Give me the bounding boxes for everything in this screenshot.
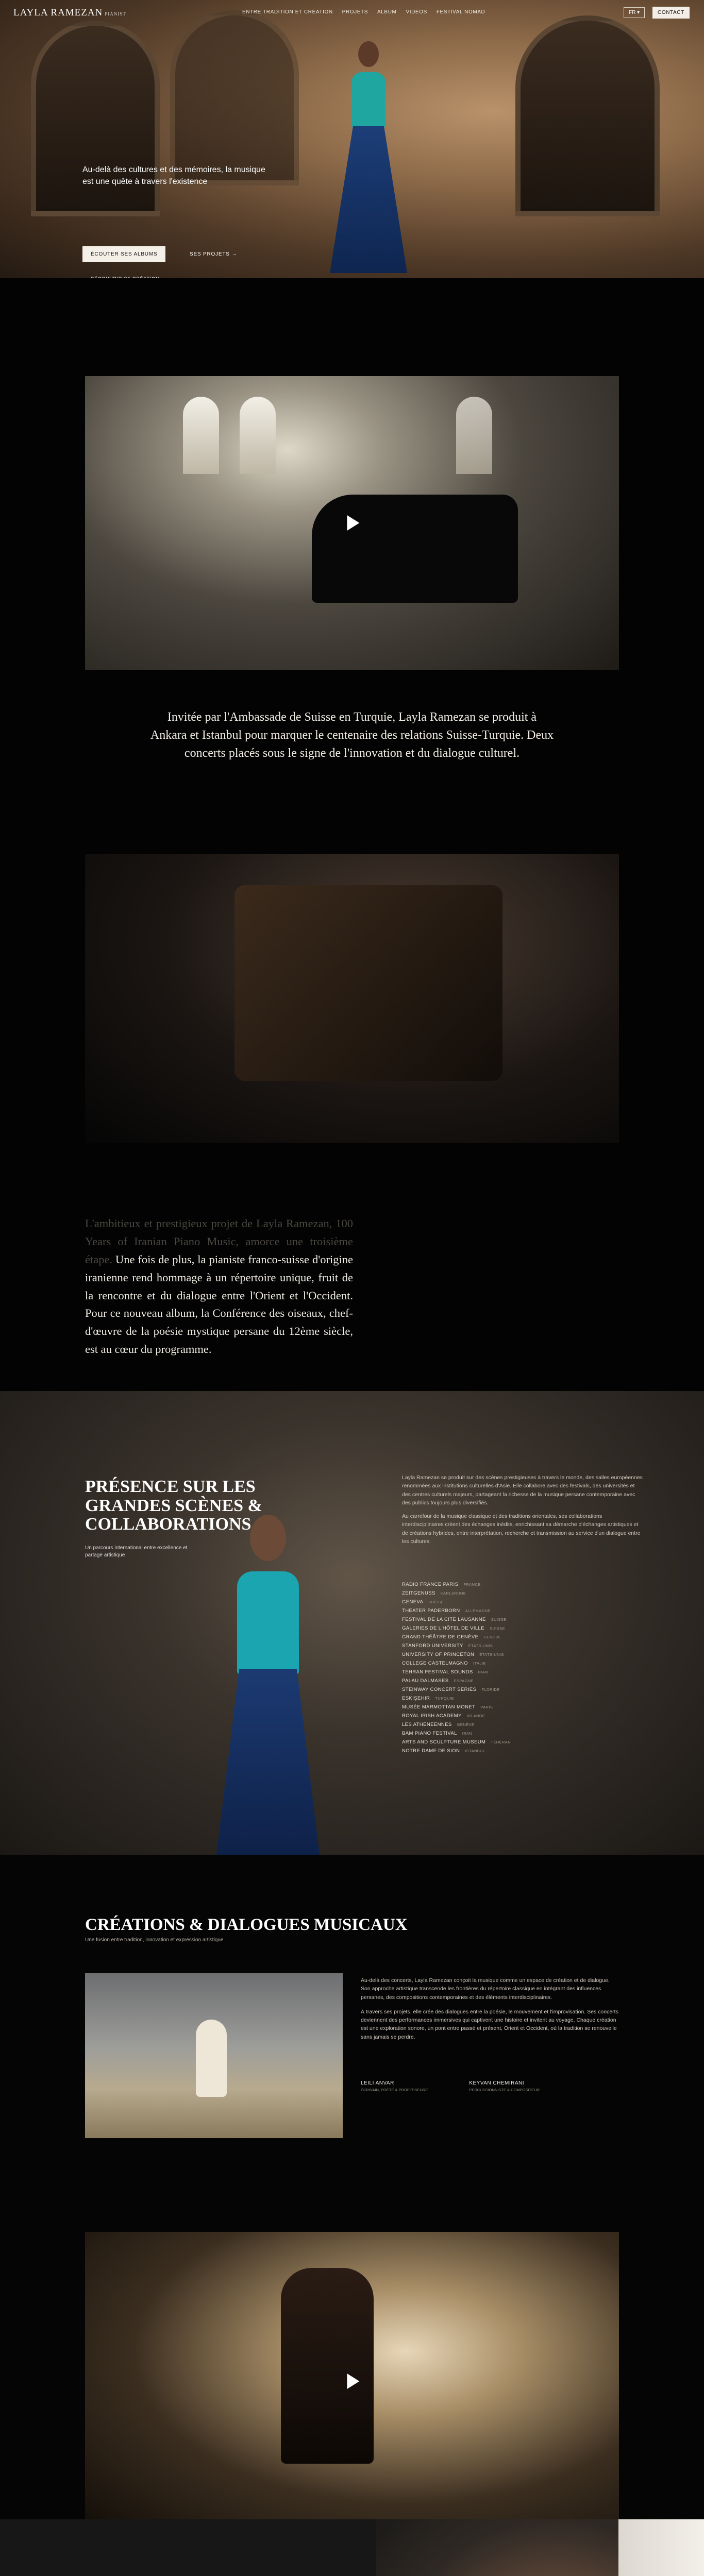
venue-name: LES ATHÉNÉENNES: [402, 1722, 452, 1727]
play-icon[interactable]: [347, 2374, 359, 2389]
venue-item: [402, 1678, 608, 1687]
collaborator-name: LEILI ANVAR: [361, 2080, 394, 2086]
desert-performance-image: [85, 1973, 343, 2138]
album-body: Une fois de plus, la pianiste franco-suisse d'origine iranienne rend hommage à un répertoire unique, fruit de la rencontre et du dialogue entre l'Orient et l'Occident. Pour ce nouveau album, la Conférence des oiseaux, chef-d'œuvre de la poésie mystique persane du 12ème siècle, est au cœur du programme.: [85, 1252, 353, 1356]
venue-name: THEATER PADERBORN: [402, 1608, 460, 1614]
venue-city: ÉTATS-UNIS: [468, 1643, 493, 1648]
venue-city: ESPAGNE: [454, 1679, 474, 1683]
intro-section: [0, 278, 704, 1391]
venue-name: GENEVA: [402, 1599, 424, 1605]
church-window: [240, 397, 276, 474]
creations-section: [0, 1855, 704, 2519]
venue-city: SUISSE: [428, 1600, 444, 1604]
arrow-right-icon: →: [231, 251, 238, 257]
venue-city: TÉHÉRAN: [491, 1740, 511, 1744]
venue-city: ISTANBUL: [465, 1749, 485, 1753]
play-icon[interactable]: [347, 515, 359, 531]
menu-item-festival[interactable]: FESTIVAL NOMAD: [436, 9, 485, 15]
piano-performance-video[interactable]: [85, 2232, 619, 2531]
contact-button[interactable]: CONTACT: [652, 7, 690, 19]
album-intro-faded: L'ambitieux et prestigieux projet de Layla Ramezan, 100 Years of Iranian Piano Music, amorce une troisième étape.: [85, 1217, 353, 1266]
presence-subtitle: Un parcours international entre excellence et partage artistique: [85, 1545, 188, 1558]
venue-name: MUSÉE MARMOTTAN MONET: [402, 1704, 476, 1710]
creations-title: CRÉATIONS & DIALOGUES MUSICAUX: [85, 1916, 408, 1934]
venue-city: GENÈVE: [483, 1635, 501, 1639]
venue-name: NOTRE DAME DE SION: [402, 1748, 460, 1754]
venue-item: [402, 1696, 608, 1704]
venue-city: GENÈVE: [457, 1722, 475, 1727]
venue-city: SUISSE: [489, 1626, 505, 1631]
venue-item: [402, 1625, 608, 1634]
ankara-announcement: Invitée par l'Ambassade de Suisse en Turquie, Layla Ramezan se produit à Ankara et Istanbul pour marquer le centenaire des relations Suisse-Turquie. Deux concerts placés sous le signe de l'innovation et du dialogue culturel.: [150, 710, 554, 760]
venue-item: [402, 1713, 608, 1722]
projects-link-label: SES PROJETS: [190, 251, 230, 257]
venue-item: [402, 1599, 608, 1608]
venue-name: PALAU DALMASES: [402, 1678, 449, 1684]
logo-suffix: PIANIST: [105, 11, 126, 16]
logo-text: LAYLA RAMEZAN: [13, 7, 103, 18]
venue-item: [402, 1660, 608, 1669]
listen-albums-button[interactable]: ÉCOUTER SES ALBUMS: [82, 246, 165, 262]
venue-city: FRANCE: [463, 1582, 481, 1587]
venue-item: [402, 1687, 608, 1696]
presence-title: PRÉSENCE SUR LES GRANDES SCÈNES & COLLABORATIONS: [85, 1477, 262, 1534]
venue-item: [402, 1669, 608, 1678]
venue-name: TEHRAN FESTIVAL SOUNDS: [402, 1669, 473, 1675]
venue-list: [402, 1582, 608, 1757]
venue-city: ITALIE: [473, 1661, 486, 1666]
pianist-headscarf-portrait: [376, 2519, 704, 2576]
presence-paragraph: Layla Ramezan se produit sur des scènes prestigieuses à travers le monde, des salles européennes renommées aux institutions culturelles d'Asie. Elle collabore avec des festivals, des universités et des centres culturels majeurs, partageant la richesse de la musique persane contemporaine avec des publics toujours plus diversifiés.: [402, 1475, 643, 1506]
hero-section: [0, 0, 704, 278]
venue-name: BAM PIANO FESTIVAL: [402, 1731, 457, 1736]
collaborator: [361, 2080, 428, 2092]
venue-item: [402, 1643, 608, 1652]
venue-city: IRAN: [478, 1670, 489, 1674]
hero-tagline: Au-delà des cultures et des mémoires, la musique est une quête à travers l'existence: [82, 165, 265, 187]
church-concert-video[interactable]: [85, 376, 619, 670]
venue-item: [402, 1739, 608, 1748]
venue-item: [402, 1582, 608, 1590]
pianist-portrait-image: [206, 1494, 330, 1855]
venue-name: UNIVERSITY OF PRINCETON: [402, 1652, 475, 1657]
church-window: [183, 397, 219, 474]
piano-interior-shape: [234, 885, 502, 1081]
venue-name: STANFORD UNIVERSITY: [402, 1643, 463, 1649]
venue-city: FLORIDE: [481, 1687, 500, 1692]
venue-city: KARLSRUHE: [440, 1591, 466, 1596]
venue-name: FESTIVAL DE LA CITÉ LAUSANNE: [402, 1617, 486, 1622]
hero-pianist-image: [330, 31, 407, 273]
collaborator: [469, 2080, 540, 2092]
presence-paragraph: Au carrefour de la musique classique et des traditions orientales, ses collaborations interdisciplinaires créent des échanges inédits, enrichissant sa démarche d'échanges artistiques et de créations hybrides, entre interprétation, recherche et transmission au service d'un dialogue entre les cultures.: [402, 1513, 641, 1545]
projects-link[interactable]: [190, 251, 237, 257]
language-label: FR: [629, 10, 636, 15]
creations-paragraph: Au-delà des concerts, Layla Ramezan conçoit la musique comme un espace de création et de dialogue. Son approche artistique transcende les frontières du répertoire classique en intégrant des influences persanes, des compositions contemporaines et des éléments interdisciplinaires.: [361, 1977, 610, 2001]
menu-item-album[interactable]: ALBUM: [377, 9, 397, 15]
presence-section: [0, 1391, 704, 1855]
venue-city: SUISSE: [491, 1617, 507, 1622]
venue-city: IRAN: [462, 1731, 473, 1736]
menu-item-creation[interactable]: ENTRE TRADITION ET CRÉATION: [242, 9, 333, 15]
venue-name: ROYAL IRISH ACADEMY: [402, 1713, 462, 1719]
venue-item: [402, 1634, 608, 1643]
venue-name: STEINWAY CONCERT SERIES: [402, 1687, 477, 1692]
venue-name: RADIO FRANCE PARIS: [402, 1582, 459, 1587]
venue-city: ÉTATS-UNIS: [479, 1652, 504, 1657]
ruin-arch-right: [515, 15, 660, 216]
collaborator-role: ÉCRIVAIN, POÈTE & PROFESSEURE: [361, 2088, 428, 2092]
site-logo[interactable]: [13, 7, 126, 19]
venue-city: PARIS: [480, 1705, 493, 1709]
venue-city: IRLANDE: [466, 1714, 485, 1718]
top-navigation: [0, 0, 704, 27]
collaborator-role: PERCUSSIONNISTE & COMPOSITEUR: [469, 2088, 540, 2092]
venue-name: COLLEGE CASTELMAGNO: [402, 1660, 468, 1666]
main-menu: [242, 9, 485, 15]
press-section: [0, 2519, 704, 2576]
pianist-on-piano-image: [85, 854, 619, 1143]
creations-description: [361, 1976, 618, 2047]
venue-item: [402, 1652, 608, 1660]
grand-piano-shape: [312, 495, 518, 603]
venue-item: [402, 1704, 608, 1713]
venue-name: ARTS AND SCULPTURE MUSEUM: [402, 1739, 486, 1745]
venue-city: ALLEMAGNE: [465, 1608, 491, 1613]
collaborator-name: KEYVAN CHEMIRANI: [469, 2080, 525, 2086]
venue-name: ESKIŞEHIR: [402, 1696, 430, 1701]
venue-item: [402, 1722, 608, 1731]
presence-description: [402, 1473, 644, 1551]
menu-item-videos[interactable]: VIDÉOS: [406, 9, 427, 15]
ruin-arch-center: [170, 10, 299, 185]
creations-subtitle: Une fusion entre tradition, innovation et expression artistique: [85, 1937, 224, 1943]
venue-item: [402, 1731, 608, 1739]
language-switcher[interactable]: FR ▾: [624, 7, 645, 18]
church-window: [456, 397, 492, 474]
venue-name: ZEITGENUSS: [402, 1590, 435, 1596]
venue-item: [402, 1748, 608, 1757]
creations-paragraph: À travers ses projets, elle crée des dialogues entre la poésie, le mouvement et l'improvisation. Ses concerts deviennent des performances immersives qui captivent une histoire et invitent au voyage. Chaque création est une exploration sonore, un pont entre passé et présent, Orient et Occident, où la tradition se renouvelle sans jamais se perdre.: [361, 2008, 618, 2040]
menu-item-projects[interactable]: PROJETS: [342, 9, 368, 15]
collaborators: [361, 2080, 618, 2092]
venue-item: [402, 1608, 608, 1617]
album-description: [85, 1215, 353, 1359]
venue-city: TURQUIE: [435, 1696, 454, 1701]
venue-item: [402, 1617, 608, 1625]
venue-item: [402, 1590, 608, 1599]
venue-name: GALERIES DE L'HÔTEL DE VILLE: [402, 1625, 484, 1631]
venue-name: GRAND THÉÂTRE DE GENÈVE: [402, 1634, 479, 1640]
